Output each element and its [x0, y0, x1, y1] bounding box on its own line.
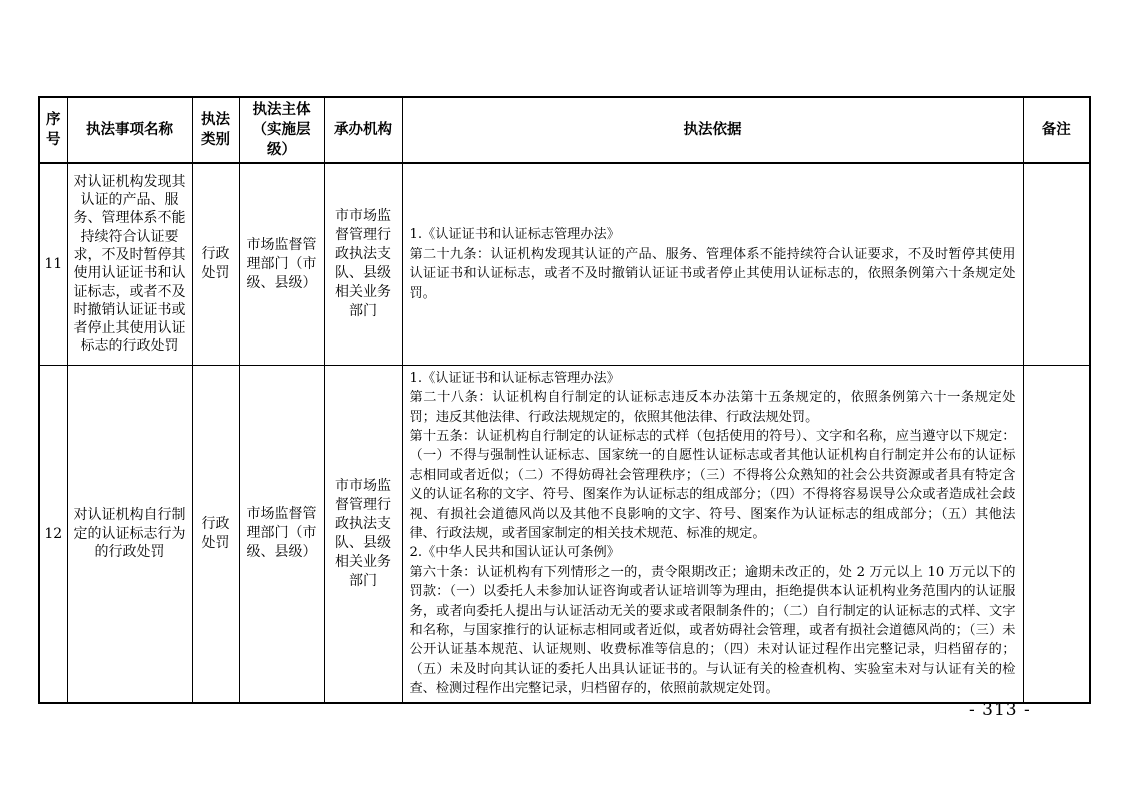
cell-category: 行政处罚: [192, 365, 239, 703]
cell-remark: [1023, 365, 1090, 703]
cell-row-number: 12: [39, 365, 67, 703]
table-header-row: [39, 97, 1090, 163]
basis-paragraph: 第十五条：认证机构自行制定的认证标志的式样（包括使用的符号）、文字和名称，应当遵守以下规定：（一）不得与强制性认证标志、国家统一的自愿性认证标志或者其他认证机构自行制定并公布的认证标志相同或者近似；（二）不得妨碍社会管理秩序；（三）不得将公众熟知的社会公共资源或者具有特定含义的认证名称的文字、符号、图案作为认证标志的组成部分；（四）不得将容易误导公众或者造成社会歧视、有损社会道德风尚以及其他不良影响的文字、符号、图案作为认证标志的组成部分；（五）其他法律、行政法规，或者国家制定的相关技术规范、标准的规定。: [409, 429, 1016, 542]
cell-matter-name: 对认证机构发现其认证的产品、服务、管理体系不能持续符合认证要求，不及时暂停其使用认证证书和认证标志，或者不及时撤销认证证书或者停止其使用认证标志的行政处罚: [67, 163, 192, 365]
header-col-remark: 备注: [1023, 97, 1090, 163]
cell-subject: 市场监督管理部门（市级、县级）: [239, 365, 324, 703]
table-row: [39, 163, 1090, 365]
basis-paragraph: 2.《中华人民共和国认证认可条例》: [409, 545, 620, 561]
cell-agency: 市市场监督管理行政执法支队、县级相关业务部门: [324, 163, 402, 365]
cell-legal-basis: [402, 163, 1023, 365]
header-col-subject: 执法主体（实施层级）: [239, 97, 324, 163]
cell-remark: [1023, 163, 1090, 365]
cell-matter-name: 对认证机构自行制定的认证标志行为的行政处罚: [67, 365, 192, 703]
basis-paragraph: 1.《认证证书和认证标志管理办法》: [409, 227, 620, 243]
header-col-agency: 承办机构: [324, 97, 402, 163]
header-col-matter-name: 执法事项名称: [67, 97, 192, 163]
page-number: - 313 -: [969, 700, 1031, 720]
header-col-basis: 执法依据: [402, 97, 1023, 163]
basis-paragraph: 第二十九条：认证机构发现其认证的产品、服务、管理体系不能持续符合认证要求，不及时暂停其使用认证证书和认证标志，或者不及时撤销认证证书或者停止其使用认证标志的，依照条例第六十条规定处罚。: [409, 246, 1016, 301]
header-col-no: 序号: [39, 97, 67, 163]
table-row: [39, 365, 1090, 703]
cell-agency: 市市场监督管理行政执法支队、县级相关业务部门: [324, 365, 402, 703]
enforcement-matters-table: [38, 96, 1091, 704]
basis-paragraph: 第六十条：认证机构有下列情形之一的，责令限期改正；逾期未改正的，处 2 万元以上 10 万元以下的罚款：（一）以委托人未参加认证咨询或者认证培训等为理由，拒绝提供本认证机构业务范围内的认证服务，或者向委托人提出与认证活动无关的要求或者限制条件的；（二）自行制定的认证标志的式样、文字和名称，与国家推行的认证标志相同或者近似，或者妨碍社会管理，或者有损社会道德风尚的；（三）未公开认证基本规范、认证规则、收费标准等信息的；（四）未对认证过程作出完整记录，归档留存的；（五）未及时向其认证的委托人出具认证证书的。与认证有关的检查机构、实验室未对与认证有关的检查、检测过程作出完整记录，归档留存的，依照前款规定处罚。: [409, 564, 1016, 697]
header-col-category: 执法类别: [192, 97, 239, 163]
cell-category: 行政处罚: [192, 163, 239, 365]
cell-row-number: 11: [39, 163, 67, 365]
cell-legal-basis: [402, 365, 1023, 703]
cell-subject: 市场监督管理部门（市级、县级）: [239, 163, 324, 365]
basis-paragraph: 第二十八条：认证机构自行制定的认证标志违反本办法第十五条规定的，依照条例第六十一条规定处罚；违反其他法律、行政法规规定的，依照其他法律、行政法规处罚。: [409, 390, 1016, 425]
basis-paragraph: 1.《认证证书和认证标志管理办法》: [409, 370, 620, 386]
